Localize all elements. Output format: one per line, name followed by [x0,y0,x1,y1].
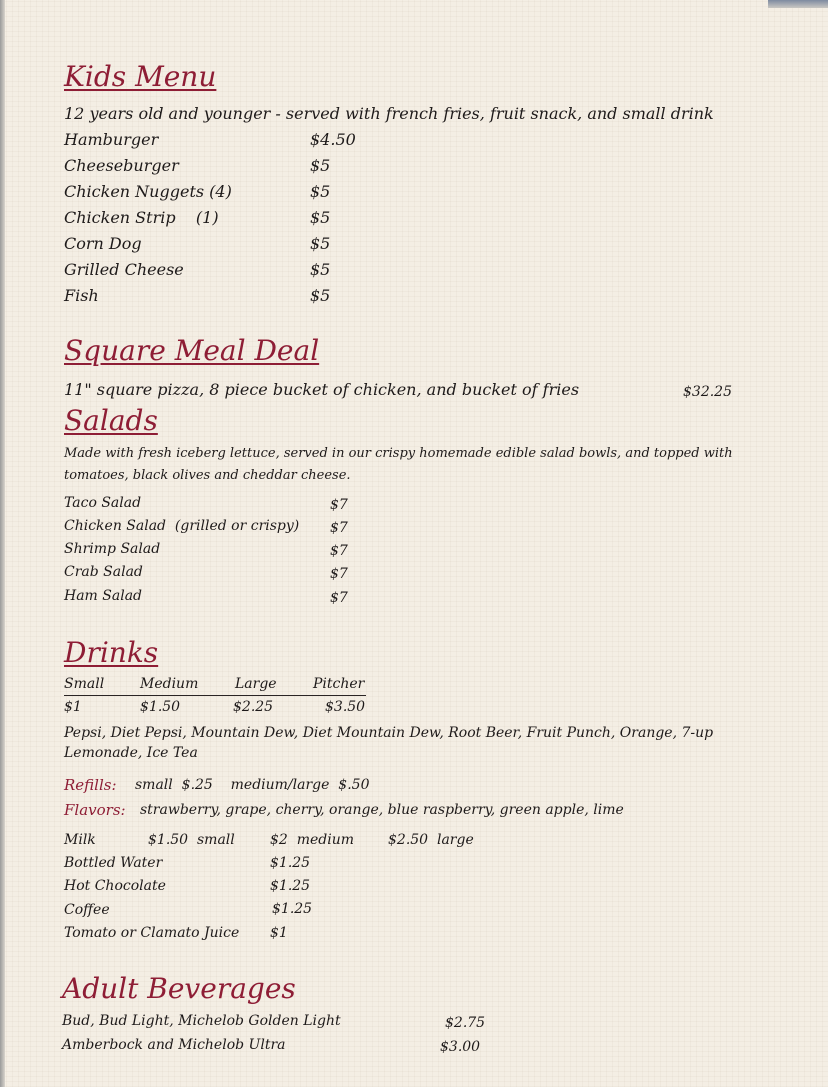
flavors-text: strawberry, grape, cherry, orange, blue raspberry, green apple, lime [140,802,624,818]
drink-size-price: $1.50 [140,699,181,715]
drink-size-label: Pitcher [313,676,365,692]
kids-item-price: $5 [310,234,331,253]
page-left-edge [0,0,5,1087]
flavors-label: Flavors: [64,801,126,819]
kids-item-name: Chicken Nuggets (4) [64,182,232,201]
adult-item-price: $3.00 [440,1039,481,1055]
kids-item-price: $5 [310,156,331,175]
refills-label: Refills: [64,776,117,794]
square-meal-description: 11" square pizza, 8 piece bucket of chicken, and bucket of fries [64,380,580,399]
drink-size-price: $1 [64,699,82,715]
kids-item-price: $5 [310,182,331,201]
salads-heading: Salads [64,404,158,437]
drink-item-name: Tomato or Clamato Juice [64,925,240,941]
drink-item-name: Hot Chocolate [64,878,166,894]
drink-item-name: Bottled Water [64,855,163,871]
milk-large-price: $2.50 large [388,832,474,848]
kids-item-name: Cheeseburger [64,156,179,175]
adult-item-name: Bud, Bud Light, Michelob Golden Light [62,1013,341,1029]
salad-item-price: $7 [330,543,348,559]
kids-menu-heading: Kids Menu [64,60,217,93]
salad-item-name: Chicken Salad (grilled or crispy) [64,518,300,534]
adult-item-name: Amberbock and Michelob Ultra [62,1037,286,1053]
drink-flavors-line1: Pepsi, Diet Pepsi, Mountain Dew, Diet Mountain Dew, Root Beer, Fruit Punch, Orange, 7-up [64,725,714,741]
milk-medium-price: $2 medium [270,832,355,848]
salad-item-price: $7 [330,590,348,606]
kids-item-price: $4.50 [310,130,356,149]
kids-item-name: Chicken Strip (1) [64,208,219,227]
drinks-heading: Drinks [64,636,159,669]
kids-item-price: $5 [310,260,331,279]
drink-size-price: $2.25 [233,699,274,715]
adult-beverages-heading: Adult Beverages [62,972,296,1005]
page-top-corner [768,0,828,8]
kids-item-name: Fish [64,286,99,305]
adult-item-price: $2.75 [445,1015,486,1031]
kids-item-name: Corn Dog [64,234,142,253]
drink-flavors-line2: Lemonade, Ice Tea [64,745,198,761]
drink-item-price: $1.25 [272,901,313,917]
salad-item-price: $7 [330,520,348,536]
drink-item-name: Coffee [64,902,110,918]
salad-item-name: Shrimp Salad [64,541,161,557]
drink-item-price: $1.25 [270,878,311,894]
milk-name: Milk [64,832,96,848]
milk-small-price: $1.50 small [148,832,235,848]
refills-text: small $.25 medium/large $.50 [135,777,370,793]
salad-item-price: $7 [330,566,348,582]
kids-item-name: Grilled Cheese [64,260,184,279]
drink-size-label: Small [64,676,105,692]
drink-item-price: $1 [270,925,288,941]
salad-item-name: Ham Salad [64,588,143,604]
drink-size-label: Large [235,676,277,692]
salad-item-name: Crab Salad [64,564,143,580]
kids-item-price: $5 [310,208,331,227]
salads-description-line1: Made with fresh iceberg lettuce, served in our crispy homemade edible salad bowls, and topped with [64,446,733,461]
kids-item-name: Hamburger [64,130,159,149]
kids-item-price: $5 [310,286,331,305]
drink-size-rule [64,695,366,696]
salad-item-price: $7 [330,497,348,513]
square-meal-heading: Square Meal Deal [64,334,320,367]
drink-size-label: Medium [140,676,199,692]
kids-menu-subtitle: 12 years old and younger - served with french fries, fruit snack, and small drink [64,104,714,123]
square-meal-price: $32.25 [683,384,732,400]
drink-item-price: $1.25 [270,855,311,871]
salad-item-name: Taco Salad [64,495,142,511]
salads-description-line2: tomatoes, black olives and cheddar cheese. [64,468,351,483]
drink-size-price: $3.50 [325,699,366,715]
